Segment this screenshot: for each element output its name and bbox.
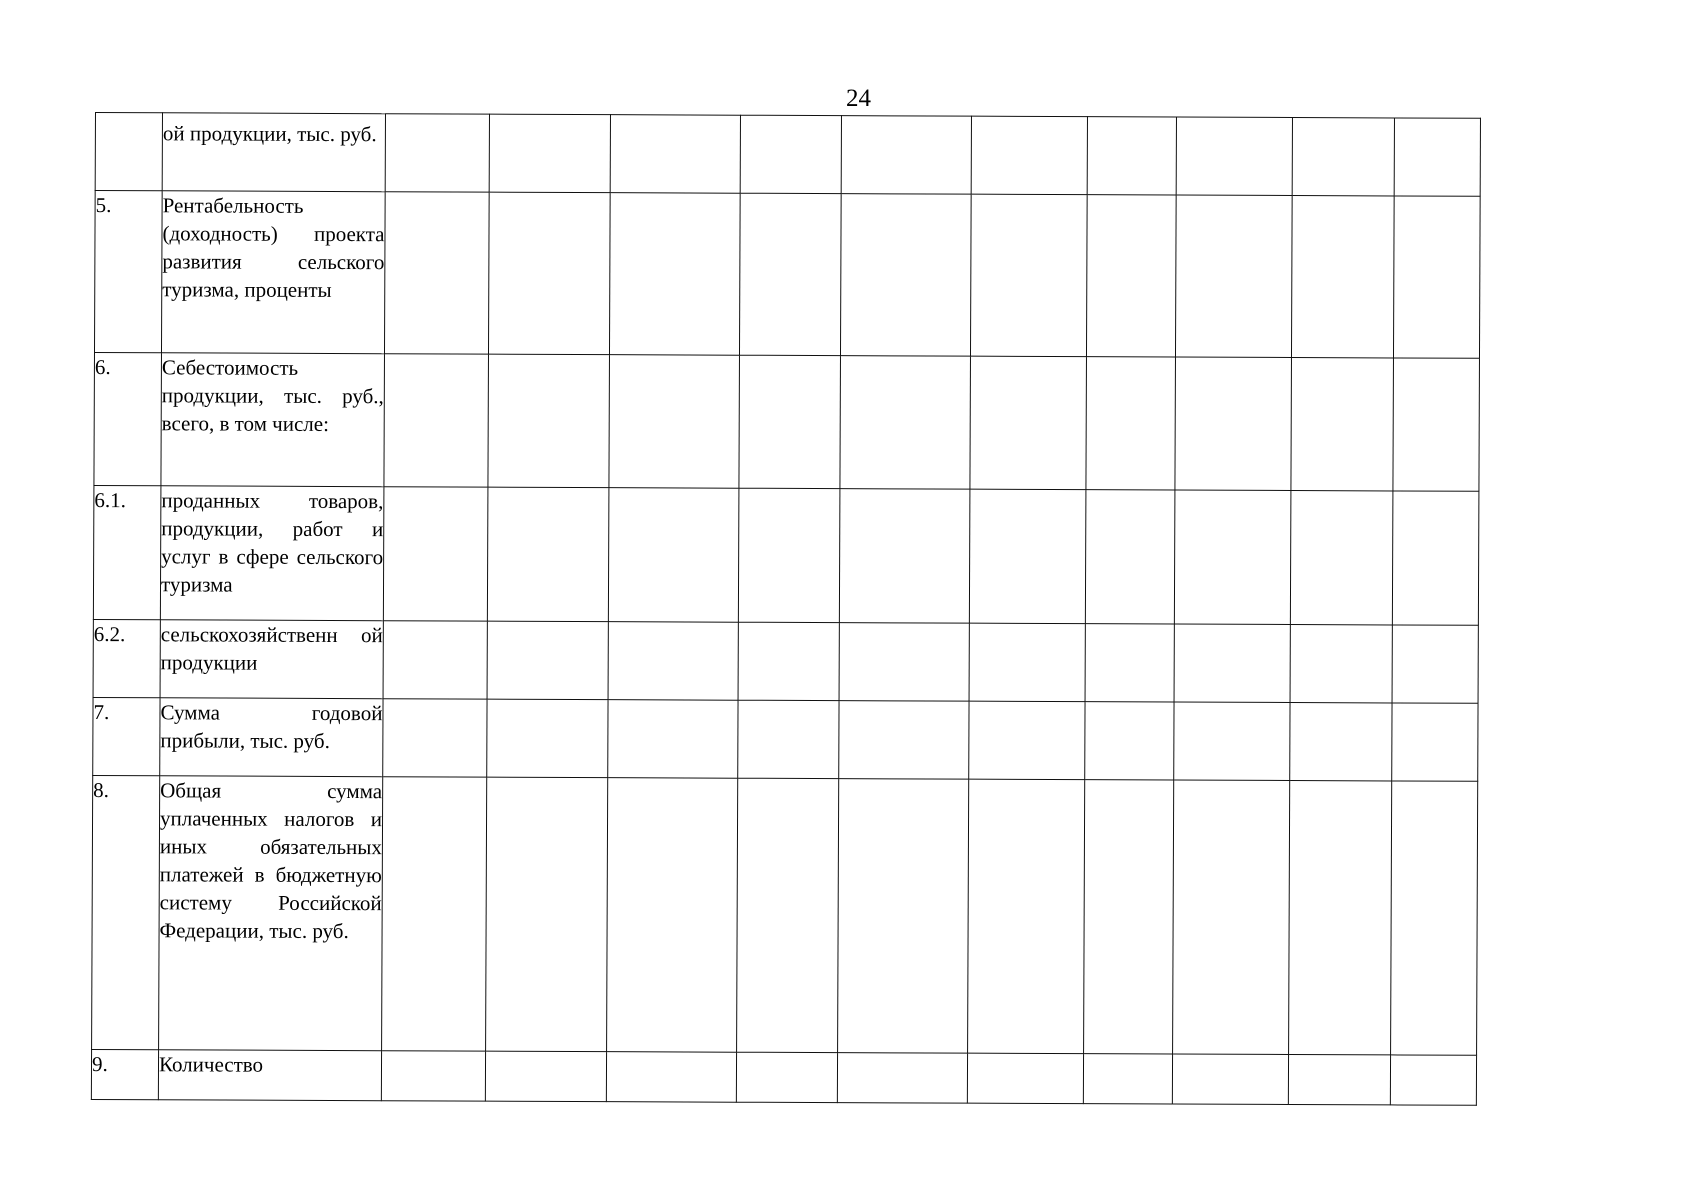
- value-cell: [383, 621, 487, 699]
- value-cell: [838, 779, 969, 1054]
- value-cell: [382, 777, 487, 1051]
- value-cell: [839, 701, 969, 780]
- value-cell: [1394, 118, 1480, 196]
- value-cell: [1392, 703, 1478, 781]
- value-cell: [1291, 196, 1394, 358]
- value-cell: [1174, 624, 1290, 702]
- value-cell: [1086, 195, 1176, 357]
- value-cell: [610, 115, 740, 194]
- value-cell: [1390, 1055, 1476, 1105]
- row-label: сельскохозяйственн ой продукции: [160, 620, 383, 699]
- value-cell: [608, 700, 738, 779]
- value-cell: [968, 779, 1085, 1053]
- value-cell: [1392, 491, 1479, 625]
- value-cell: [1176, 117, 1292, 195]
- value-cell: [608, 488, 739, 623]
- value-cell: [969, 489, 1086, 623]
- value-cell: [1290, 625, 1392, 703]
- value-cell: [1291, 358, 1394, 491]
- row-number: 7.: [93, 697, 160, 775]
- value-cell: [840, 194, 971, 357]
- value-cell: [1391, 781, 1478, 1055]
- value-cell: [738, 622, 839, 700]
- row-label: Сумма годовой прибыли, тыс. руб.: [160, 698, 383, 777]
- value-cell: [609, 355, 740, 489]
- value-cell: [738, 488, 840, 622]
- value-cell: [970, 356, 1087, 489]
- value-cell: [739, 355, 841, 488]
- value-cell: [1393, 358, 1480, 491]
- value-cell: [488, 354, 610, 488]
- value-cell: [488, 192, 610, 355]
- value-cell: [1084, 780, 1174, 1054]
- value-cell: [1289, 781, 1392, 1055]
- value-cell: [487, 699, 608, 778]
- value-cell: [1290, 491, 1393, 625]
- value-cell: [1085, 624, 1174, 702]
- value-cell: [381, 1051, 485, 1101]
- value-cell: [737, 778, 839, 1052]
- value-cell: [971, 116, 1087, 194]
- row-label: проданных товаров, продукции, работ и услуг в сфере сельского туризма: [160, 486, 384, 621]
- value-cell: [1085, 702, 1174, 780]
- value-cell: [839, 623, 969, 702]
- value-cell: [385, 114, 489, 192]
- row-number: [95, 113, 162, 191]
- value-cell: [608, 622, 738, 701]
- row-label: Себестоимость продукции, тыс. руб., всего, в том числе:: [161, 353, 385, 487]
- value-cell: [738, 700, 839, 778]
- value-cell: [607, 778, 738, 1053]
- value-cell: [487, 487, 609, 622]
- value-cell: [609, 193, 740, 356]
- table-row: [91, 1049, 1476, 1105]
- value-cell: [839, 489, 970, 624]
- value-cell: [1292, 118, 1394, 196]
- value-cell: [487, 621, 608, 700]
- value-cell: [1086, 357, 1176, 490]
- value-cell: [1172, 1054, 1288, 1104]
- value-cell: [740, 115, 841, 193]
- value-cell: [1392, 625, 1478, 703]
- value-cell: [1083, 1054, 1172, 1104]
- page-number: 24: [846, 85, 871, 112]
- value-cell: [969, 701, 1085, 779]
- row-number: 6.2.: [93, 619, 160, 697]
- row-number: 6.: [94, 352, 162, 485]
- row-number: 9.: [91, 1049, 158, 1099]
- value-cell: [383, 699, 487, 777]
- table-row: [93, 485, 1479, 625]
- value-cell: [1393, 196, 1480, 358]
- value-cell: [1173, 780, 1290, 1054]
- value-cell: [1174, 702, 1290, 780]
- row-label: Рентабельность (доходность) проекта развития сельского туризма, проценты: [161, 191, 385, 354]
- value-cell: [489, 114, 610, 193]
- value-cell: [1087, 117, 1176, 195]
- row-label: ой продукции, тыс. руб.: [162, 113, 385, 192]
- value-cell: [383, 487, 488, 621]
- value-cell: [486, 777, 608, 1052]
- value-cell: [837, 1053, 967, 1104]
- indicators-table: [91, 112, 1481, 1106]
- value-cell: [1288, 1055, 1390, 1105]
- table-row: [92, 775, 1478, 1055]
- row-number: 6.1.: [93, 485, 161, 619]
- value-cell: [1175, 357, 1292, 490]
- value-cell: [606, 1052, 736, 1103]
- value-cell: [739, 193, 841, 355]
- value-cell: [485, 1051, 606, 1102]
- value-cell: [970, 194, 1087, 356]
- value-cell: [841, 116, 971, 195]
- table-row: [93, 619, 1478, 703]
- value-cell: [384, 192, 489, 354]
- row-label: Количество: [158, 1050, 381, 1101]
- value-cell: [384, 354, 489, 487]
- value-cell: [1085, 490, 1175, 624]
- row-label: Общая сумма уплаченных налогов и иных обязательных платежей в бюджетную систему Российской Федерации, тыс. руб.: [159, 776, 383, 1051]
- value-cell: [736, 1052, 837, 1102]
- value-cell: [967, 1053, 1083, 1103]
- value-cell: [1290, 703, 1392, 781]
- table-row: [95, 113, 1480, 197]
- value-cell: [840, 356, 971, 490]
- table-row: [94, 191, 1480, 359]
- table-row: [93, 697, 1478, 781]
- value-cell: [1175, 195, 1292, 357]
- value-cell: [1174, 490, 1291, 624]
- value-cell: [969, 623, 1085, 701]
- row-number: 8.: [92, 775, 160, 1049]
- row-number: 5.: [94, 191, 162, 353]
- table-row: [94, 352, 1480, 491]
